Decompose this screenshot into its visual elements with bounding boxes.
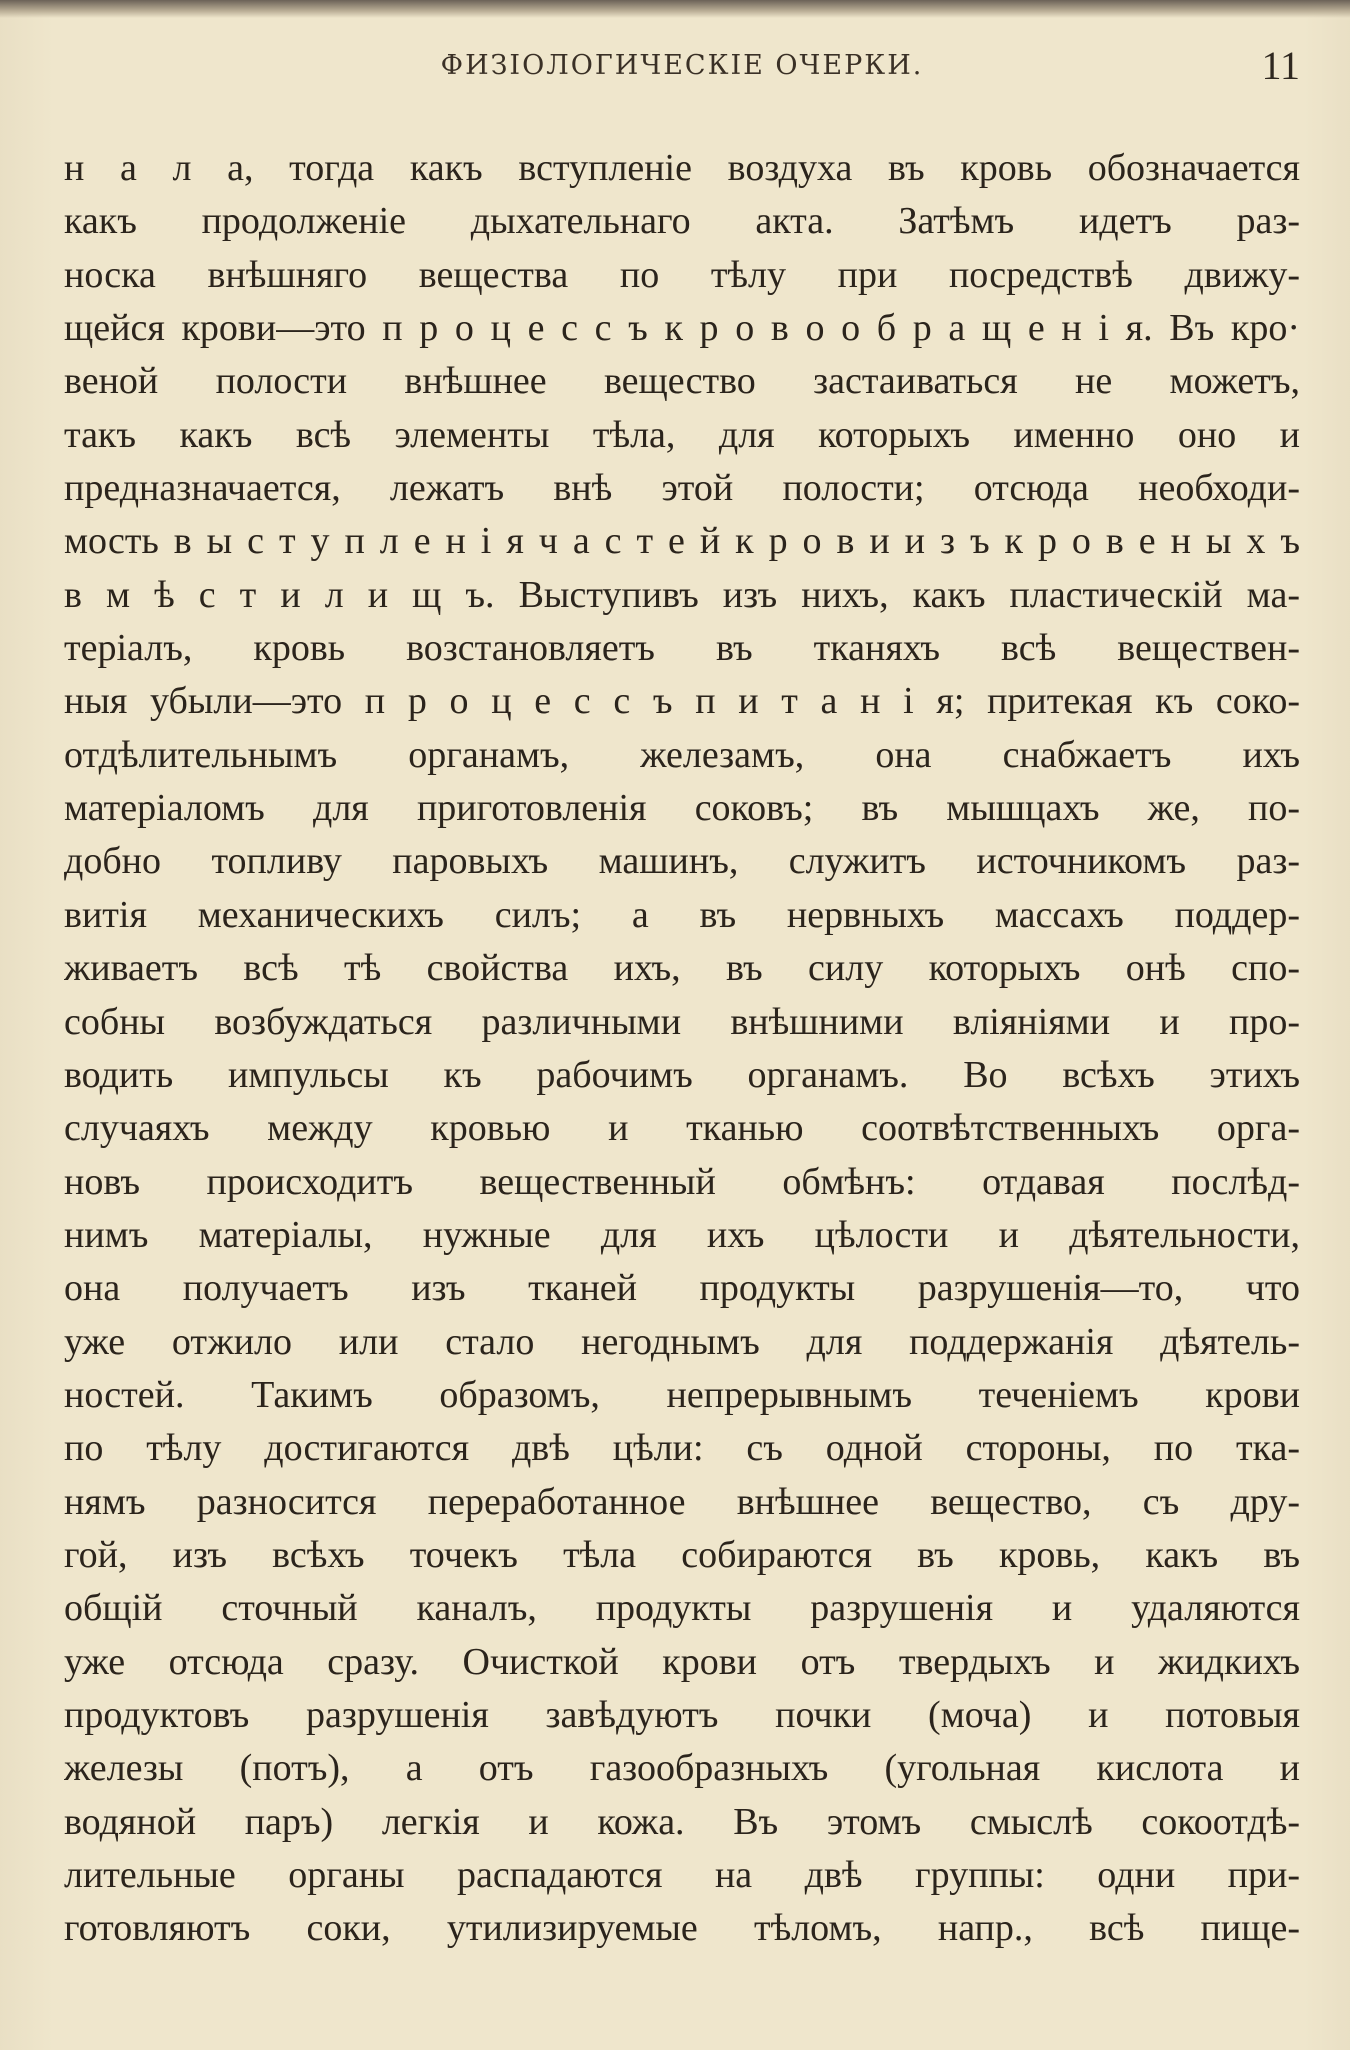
- text-line: теріалъ, кровь возстановляетъ въ тканяхъ всѣ веществен-: [64, 627, 1300, 670]
- text-line: она получаетъ изъ тканей продукты разрушенія—то, что: [64, 1267, 1300, 1310]
- text-line: нимъ матеріалы, нужные для ихъ цѣлости и дѣятельности,: [64, 1213, 1300, 1256]
- text-line: щейся крови—это п р о ц е с с ъ к р о в о о б р а щ е н і я. Въ кро·: [64, 307, 1300, 350]
- page-number: 11: [1261, 43, 1300, 88]
- page-header: [64, 42, 1300, 98]
- text-line: ностей. Такимъ образомъ, непрерывнымъ теченіемъ крови: [64, 1373, 1300, 1416]
- text-line: уже отжило или стало негоднымъ для поддержанія дѣятель-: [64, 1320, 1300, 1363]
- text-line: предназначается, лежатъ внѣ этой полости; отсюда необходи-: [64, 467, 1300, 510]
- text-line: мость в ы с т у п л е н і я ч а с т е й к р о в и и з ъ к р о в е н ы х ъ: [64, 520, 1300, 563]
- text-line: водить импульсы къ рабочимъ органамъ. Во всѣхъ этихъ: [64, 1053, 1300, 1096]
- text-line: готовляютъ соки, утилизируемые тѣломъ, напр., всѣ пище-: [64, 1907, 1300, 1950]
- text-line: уже отсюда сразу. Очисткой крови отъ твердыхъ и жидкихъ: [64, 1640, 1300, 1683]
- text-line: продуктовъ разрушенія завѣдуютъ почки (моча) и потовыя: [64, 1693, 1300, 1736]
- text-line: живаетъ всѣ тѣ свойства ихъ, въ силу которыхъ онѣ спо-: [64, 947, 1300, 990]
- text-line: по тѣлу достигаются двѣ цѣли: съ одной стороны, по тка-: [64, 1427, 1300, 1470]
- text-line: такъ какъ всѣ элементы тѣла, для которыхъ именно оно и: [64, 413, 1300, 456]
- scan-top-edge: [0, 0, 1358, 18]
- text-line: добно топливу паровыхъ машинъ, служитъ источникомъ раз-: [64, 840, 1300, 883]
- text-line: общій сточный каналъ, продукты разрушенія и удаляются: [64, 1587, 1300, 1630]
- text-line: лительные органы распадаются на двѣ группы: одни при-: [64, 1854, 1300, 1896]
- text-line: гой, изъ всѣхъ точекъ тѣла собираются въ кровь, какъ въ: [64, 1533, 1300, 1576]
- text-line: водяной паръ) легкія и кожа. Въ этомъ смыслѣ сокоотдѣ-: [64, 1800, 1300, 1843]
- text-line: носка внѣшняго вещества по тѣлу при посредствѣ движу-: [64, 253, 1300, 296]
- text-line: в м ѣ с т и л и щ ъ. Выступивъ изъ нихъ, какъ пластическій ма-: [64, 573, 1300, 616]
- text-line: собны возбуждаться различными внѣшними вліяніями и про-: [64, 1000, 1300, 1043]
- body-text: [64, 142, 1300, 1956]
- text-line: ныя убыли—это п р о ц е с с ъ п и т а н і я; притекая къ соко-: [64, 680, 1300, 723]
- text-line: веной полости внѣшнее вещество застаиваться не можетъ,: [64, 360, 1300, 403]
- running-title: ФИЗІОЛОГИЧЕСКІЕ ОЧЕРКИ.: [440, 50, 924, 81]
- text-line: н а л а, тогда какъ вступленіе воздуха въ кровь обозначается: [64, 147, 1300, 189]
- text-line: нямъ разносится переработанное внѣшнее вещество, съ дру-: [64, 1480, 1300, 1523]
- text-line: матеріаломъ для приготовленія соковъ; въ мышцахъ же, по-: [64, 787, 1300, 830]
- text-line: какъ продолженіе дыхательнаго акта. Затѣмъ идетъ раз-: [64, 200, 1300, 243]
- scan-right-margin: [1350, 0, 1358, 2050]
- text-line: отдѣлительнымъ органамъ, железамъ, она снабжаетъ ихъ: [64, 733, 1300, 776]
- text-line: витія механическихъ силъ; а въ нервныхъ массахъ поддер-: [64, 893, 1300, 936]
- text-line: железы (потъ), а отъ газообразныхъ (угольная кислота и: [64, 1747, 1300, 1790]
- text-line: случаяхъ между кровью и тканью соотвѣтственныхъ орга-: [64, 1107, 1300, 1150]
- text-line: новъ происходитъ вещественный обмѣнъ: отдавая послѣд-: [64, 1160, 1300, 1203]
